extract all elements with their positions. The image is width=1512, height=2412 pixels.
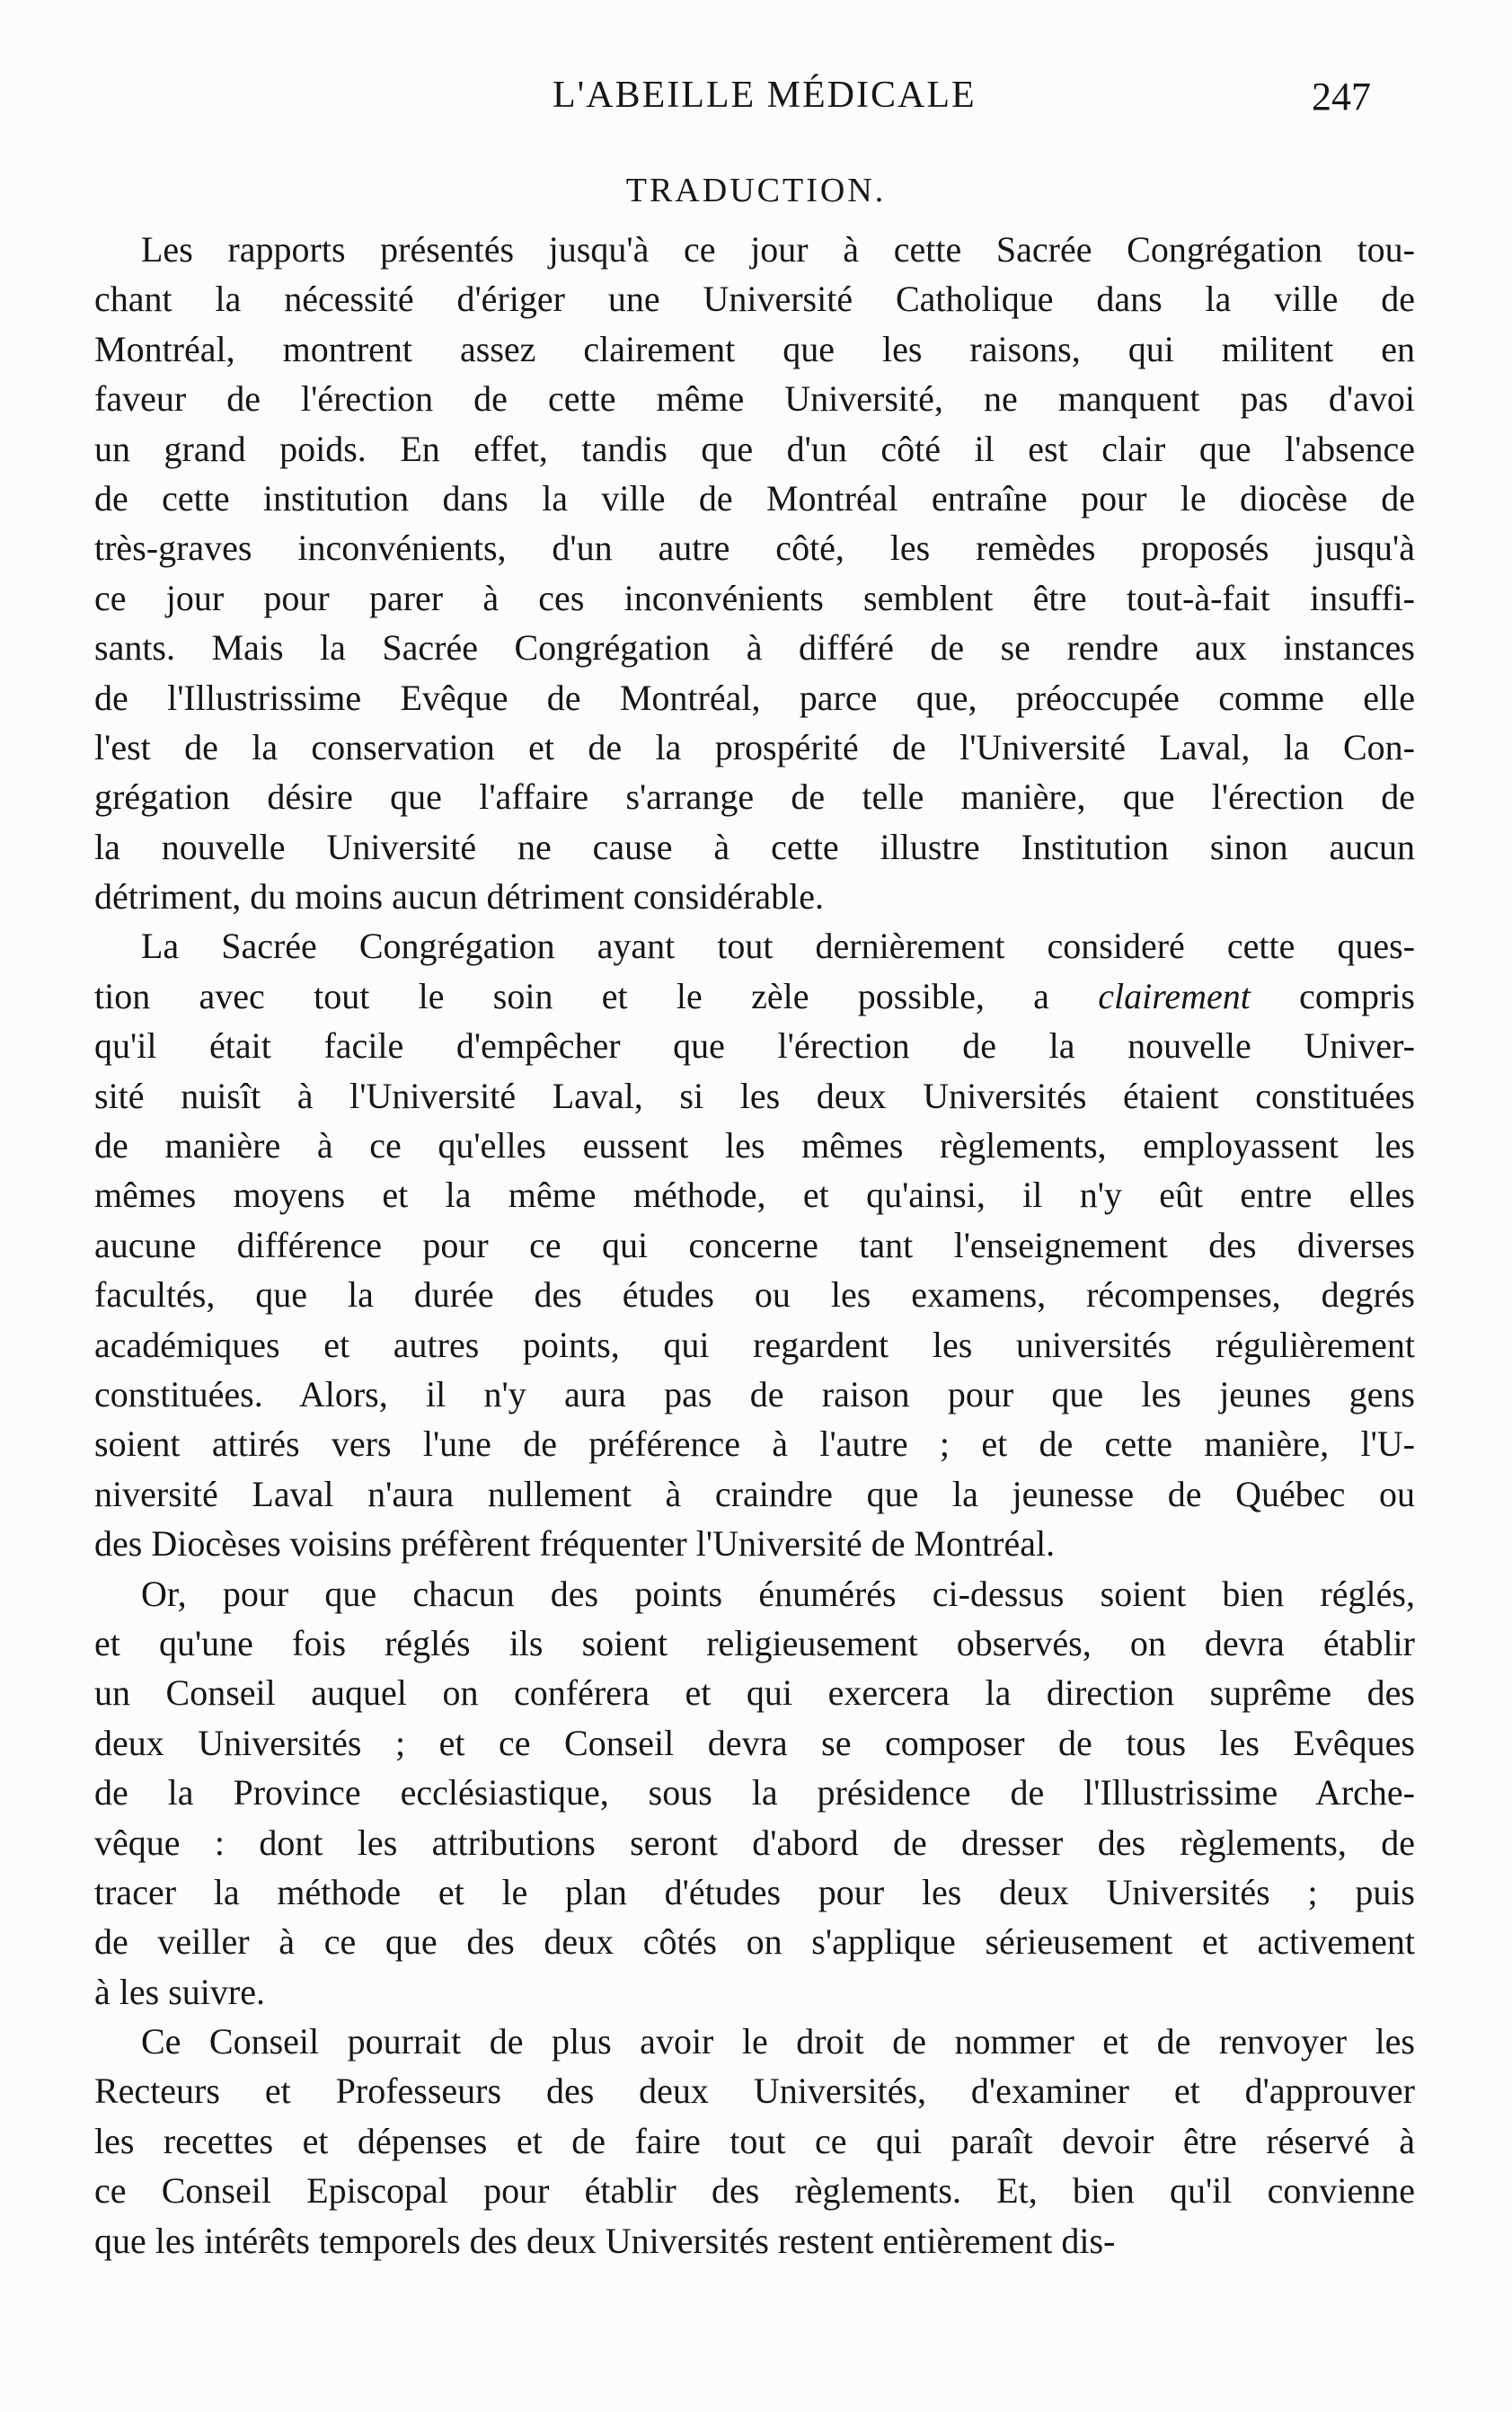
text-line: de manière à ce qu'elles eussent les mêmes règlements, employassent les xyxy=(94,1125,1415,1166)
text-line: tracer la méthode et le plan d'études pour les deux Universités ; puis xyxy=(94,1871,1415,1912)
text-line: Or, pour que chacun des points énumérés ci-dessus soient bien réglés, xyxy=(141,1573,1415,1614)
text-line: tion avec tout le soin et le zèle possible, a clairement compris xyxy=(94,975,1415,1016)
text-line: grégation désire que l'affaire s'arrange de telle manière, que l'érection de xyxy=(94,776,1415,818)
running-head xyxy=(0,74,1512,128)
text-line: qu'il était facile d'empêcher que l'érection de la nouvelle Univer- xyxy=(94,1025,1415,1067)
section-title: TRADUCTION. xyxy=(625,172,887,209)
text-line: de la Province ecclésiastique, sous la présidence de l'Illustrissime Arche- xyxy=(94,1772,1415,1813)
text-line: un grand poids. En effet, tandis que d'un côté il est clair que l'absence xyxy=(94,428,1415,469)
paragraph xyxy=(94,225,1415,921)
text-line: facultés, que la durée des études ou les examens, récompenses, degrés xyxy=(94,1274,1415,1316)
text-line: mêmes moyens et la même méthode, et qu'ainsi, il n'y eût entre elles xyxy=(94,1175,1415,1216)
text-line: sants. Mais la Sacrée Congrégation à différé de se rendre aux instances xyxy=(94,627,1415,669)
text-line: et qu'une fois réglés ils soient religieusement observés, on devra établir xyxy=(94,1622,1415,1663)
text-line: faveur de l'érection de cette même Université, ne manquent pas d'avoi xyxy=(94,378,1415,420)
text-line: un Conseil auquel on conférera et qui exercera la direction suprême des xyxy=(94,1672,1415,1714)
paragraph xyxy=(94,921,1415,1568)
text-line: que les intérêts temporels des deux Universités restent entièrement dis- xyxy=(94,2220,1116,2261)
emphasized-word: clairement xyxy=(1098,975,1251,1016)
text-line: niversité Laval n'aura nullement à craindre que la jeunesse de Québec ou xyxy=(94,1473,1415,1514)
text-line: à les suivre. xyxy=(94,1971,265,2012)
text-line: Montréal, montrent assez clairement que les raisons, qui militent en xyxy=(94,328,1415,369)
text-line: de veiller à ce que des deux côtés on s'applique sérieusement et activement xyxy=(94,1921,1415,1963)
paragraph xyxy=(94,1569,1415,2017)
text-line: Ce Conseil pourrait de plus avoir le droit de nommer et de renvoyer les xyxy=(141,2021,1415,2062)
text-line: constituées. Alors, il n'y aura pas de raison pour que les jeunes gens xyxy=(94,1373,1415,1414)
text-line: aucune différence pour ce qui concerne tant l'enseignement des diverses xyxy=(94,1224,1415,1265)
text-line: des Diocèses voisins préfèrent fréquenter l'Université de Montréal. xyxy=(94,1523,1056,1565)
running-title: L'ABEILLE MÉDICALE xyxy=(553,75,977,116)
text-line: détriment, du moins aucun détriment considérable. xyxy=(94,876,824,918)
text-line: de l'Illustrissime Evêque de Montréal, parce que, préoccupée comme elle xyxy=(94,677,1415,718)
text-line: deux Universités ; et ce Conseil devra se composer de tous les Evêques xyxy=(94,1722,1415,1763)
text-line: soient attirés vers l'une de préférence à l'autre ; et de cette manière, l'U- xyxy=(94,1423,1415,1465)
text-line: chant la nécessité d'ériger une Université Catholique dans la ville de xyxy=(94,279,1415,320)
text-line: la nouvelle Université ne cause à cette illustre Institution sinon aucun xyxy=(94,826,1415,867)
paragraph xyxy=(94,2017,1415,2266)
text-line: très-graves inconvénients, d'un autre côté, les remèdes proposés jusqu'à xyxy=(94,528,1415,569)
text-line: académiques et autres points, qui regardent les universités régulièrement xyxy=(94,1324,1415,1365)
text-line: La Sacrée Congrégation ayant tout dernièrement consideré cette ques- xyxy=(141,926,1415,967)
page-number: 247 xyxy=(1312,75,1371,119)
text-line: l'est de la conservation et de la prospérité de l'Université Laval, la Con- xyxy=(94,726,1415,767)
text-line: sité nuisît à l'Université Laval, si les deux Universités étaient constituées xyxy=(94,1075,1415,1116)
text-line: ce Conseil Episcopal pour établir des règlements. Et, bien qu'il convienne xyxy=(94,2170,1415,2212)
text-line: Recteurs et Professeurs des deux Universités, d'examiner et d'approuver xyxy=(94,2071,1415,2112)
body-text xyxy=(94,225,1415,2266)
text-line: vêque : dont les attributions seront d'abord de dresser des règlements, de xyxy=(94,1822,1415,1863)
text-line: Les rapports présentés jusqu'à ce jour à cette Sacrée Congrégation tou- xyxy=(141,229,1415,270)
text-line: de cette institution dans la ville de Montréal entraîne pour le diocèse de xyxy=(94,477,1415,519)
text-line: les recettes et dépenses et de faire tout ce qui paraît devoir être réservé à xyxy=(94,2120,1415,2161)
text-line: ce jour pour parer à ces inconvénients semblent être tout-à-fait insuffi- xyxy=(94,577,1415,618)
